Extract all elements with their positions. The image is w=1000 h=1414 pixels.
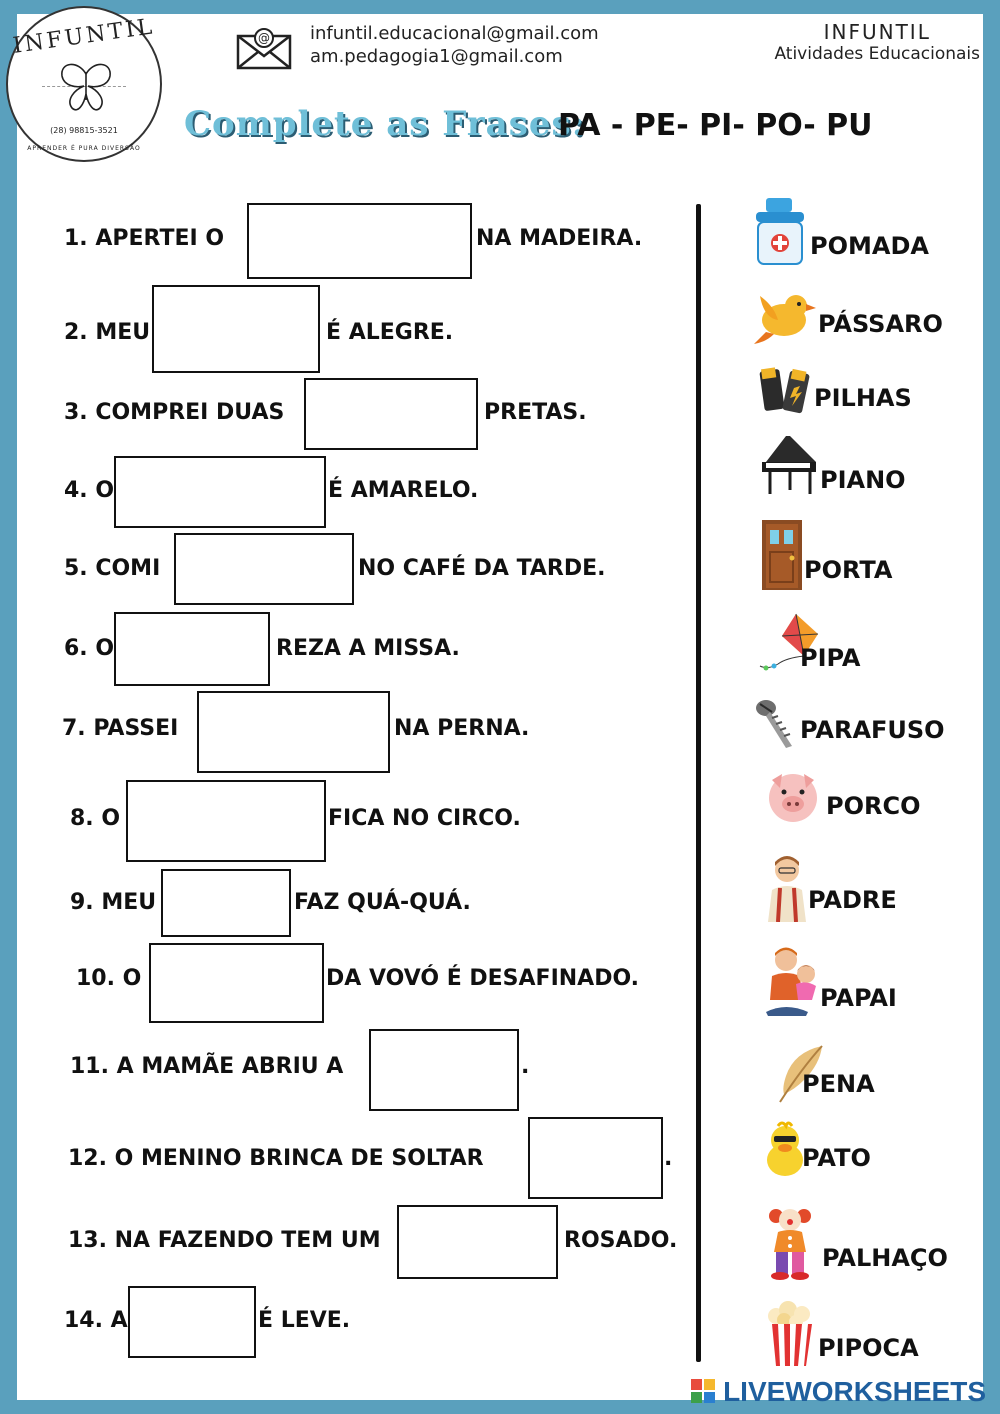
answer-box-8[interactable] [126, 780, 326, 862]
question-8-end: FICA NO CIRCO. [328, 806, 521, 831]
question-11-text: 11. A MAMÃE ABRIU A [70, 1054, 344, 1079]
question-9-text: 9. MEU [70, 890, 157, 915]
answer-box-11[interactable] [369, 1029, 519, 1111]
question-7-text: 7. PASSEI [62, 716, 179, 741]
corner-brand [774, 20, 980, 64]
corner-title: INFUNTIL [823, 20, 931, 44]
question-11-end: . [521, 1054, 530, 1079]
clown-icon [766, 1204, 814, 1282]
duck-icon [764, 1120, 806, 1178]
word-porta: PORTA [804, 556, 893, 584]
word-piano: PIANO [820, 466, 906, 494]
answer-box-1[interactable] [247, 203, 472, 279]
liveworksheets-logo-icon [690, 1378, 716, 1404]
ointment-jar-icon [752, 196, 808, 268]
answer-box-2[interactable] [152, 285, 320, 373]
word-pilhas: PILHAS [814, 384, 912, 412]
word-palhaco: PALHAÇO [822, 1244, 948, 1272]
question-6-end: REZA A MISSA. [276, 636, 460, 661]
question-14-text: 14. A [64, 1308, 128, 1333]
worksheet-page [17, 14, 983, 1400]
word-pomada: POMADA [810, 232, 929, 260]
column-divider [696, 204, 701, 1362]
word-padre: PADRE [808, 886, 897, 914]
answer-box-6[interactable] [114, 612, 270, 686]
question-1-text: 1. APERTEI O [64, 226, 225, 251]
pig-icon [764, 770, 822, 826]
syllables-label: PA - PE- PI- PO- PU [558, 108, 873, 143]
question-2-text: 2. MEU [64, 320, 151, 345]
priest-icon [764, 852, 810, 922]
svg-text:@: @ [258, 31, 270, 45]
question-2-end: É ALEGRE. [326, 320, 454, 345]
question-12-text: 12. O MENINO BRINCA DE SOLTAR [68, 1146, 484, 1171]
question-10-end: DA VOVÓ É DESAFINADO. [326, 966, 640, 991]
screw-icon [754, 696, 798, 752]
answer-box-9[interactable] [161, 869, 291, 937]
word-passaro: PÁSSARO [818, 310, 943, 338]
question-1-end: NA MADEIRA. [476, 226, 643, 251]
question-13-end: ROSADO. [564, 1228, 678, 1253]
butterfly-icon [56, 60, 116, 116]
question-3-end: PRETAS. [484, 400, 587, 425]
page-title: Complete as Frases: [184, 104, 586, 144]
question-12-end: . [664, 1146, 673, 1171]
email-1[interactable]: infuntil.educacional@gmail.com [310, 23, 599, 44]
logo-motto: APRENDER É PURA DIVERSÃO [27, 145, 141, 152]
question-9-end: FAZ QUÁ-QUÁ. [294, 890, 471, 915]
email-2[interactable]: am.pedagogia1@gmail.com [310, 46, 563, 67]
liveworksheets-brand[interactable]: LIVEWORKSHEETS [723, 1376, 986, 1407]
answer-box-14[interactable] [128, 1286, 256, 1358]
answer-box-5[interactable] [174, 533, 354, 605]
question-14-end: É LEVE. [258, 1308, 351, 1333]
logo-phone: (28) 98815-3521 [50, 126, 118, 135]
word-pato: PATO [802, 1144, 871, 1172]
envelope-at-icon [236, 28, 292, 70]
piano-icon [756, 432, 822, 498]
word-pena: PENA [802, 1070, 875, 1098]
question-7-end: NA PERNA. [394, 716, 530, 741]
infuntil-logo [6, 6, 162, 162]
answer-box-12[interactable] [528, 1117, 663, 1199]
word-porco: PORCO [826, 792, 921, 820]
question-8-text: 8. O [70, 806, 121, 831]
answer-box-3[interactable] [304, 378, 478, 450]
bird-icon [752, 286, 818, 346]
father-child-icon [762, 944, 824, 1018]
word-pipa: PIPA [800, 644, 861, 672]
word-pipoca: PIPOCA [818, 1334, 919, 1362]
question-5-end: NO CAFÉ DA TARDE. [358, 556, 606, 581]
batteries-icon [758, 362, 814, 414]
answer-box-10[interactable] [149, 943, 324, 1023]
question-4-text: 4. O [64, 478, 115, 503]
word-parafuso: PARAFUSO [800, 716, 945, 744]
question-5-text: 5. COMI [64, 556, 161, 581]
corner-subtitle: Atividades Educacionais [774, 44, 980, 64]
door-icon [760, 518, 804, 592]
logo-brand: INFUNTIL [11, 14, 157, 59]
answer-box-7[interactable] [197, 691, 390, 773]
popcorn-icon [764, 1300, 816, 1368]
word-papai: PAPAI [820, 984, 897, 1012]
question-6-text: 6. O [64, 636, 115, 661]
answer-box-13[interactable] [397, 1205, 558, 1279]
question-10-text: 10. O [76, 966, 142, 991]
answer-box-4[interactable] [114, 456, 326, 528]
question-13-text: 13. NA FAZENDO TEM UM [68, 1228, 381, 1253]
question-3-text: 3. COMPREI DUAS [64, 400, 285, 425]
contact-emails [310, 22, 599, 68]
question-4-end: É AMARELO. [328, 478, 479, 503]
